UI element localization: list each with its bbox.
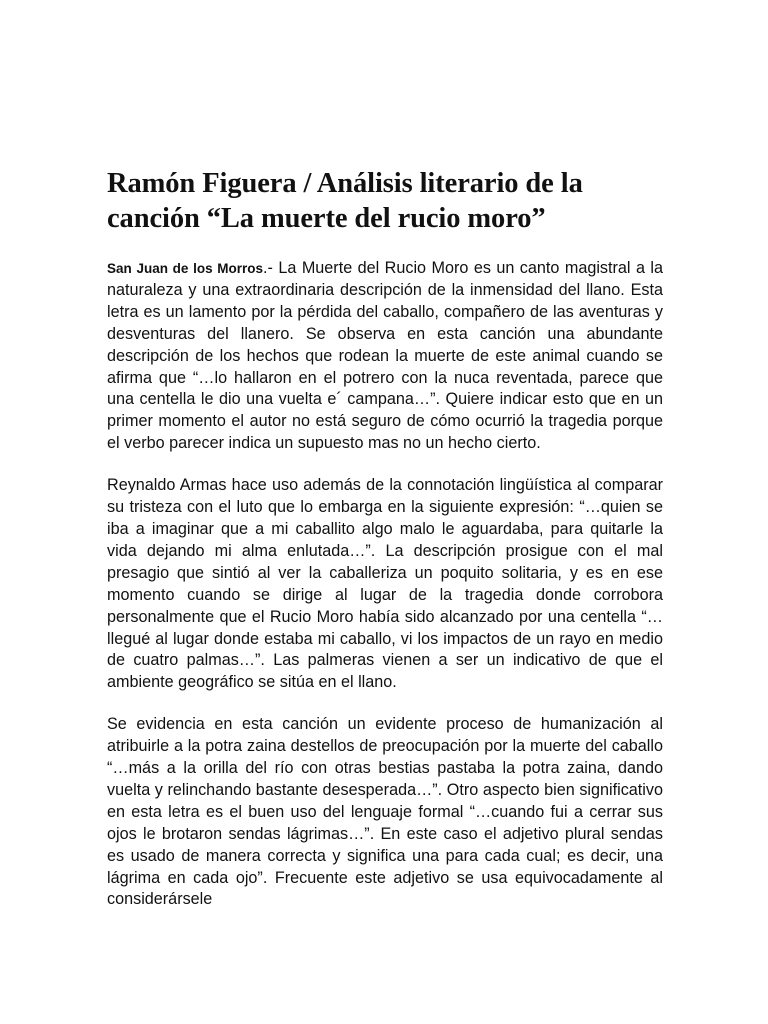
article-dateline: San Juan de los Morros: [107, 261, 264, 276]
article-title: Ramón Figuera / Análisis literario de la canción “La muerte del rucio moro”: [107, 168, 583, 234]
article-paragraph-3: Se evidencia en esta canción un evidente proceso de humanización al atribuirle a la potra zaina destellos de preocupación por la muerte del caballo “…más a la orilla del río con otras bestias pastaba la potra zaina, dando vuelta y relinchando bastante desesperada…”. Otro aspecto bien significativo en esta letra es el buen uso del lenguaje formal “…cuando fui a cerrar sus ojos le brotaron sendas lágrimas…”. En este caso el adjetivo plural sendas es usado de manera correcta y significa una para cada cual; es decir, una lágrima en cada ojo”. Frecuente este adjetivo se usa equivocadamente al considerársele: [107, 715, 663, 909]
article-paragraph-2: Reynaldo Armas hace uso además de la connotación lingüística al comparar su tristeza con el luto que lo embarga en la siguiente expresión: “…quien se iba a imaginar que a mi caballito algo malo le aguardaba, para quitarle la vida dejando mi alma enlutada…”. La descripción prosigue con el mal presagio que sintió al ver la caballeriza un poquito solitaria, y es en ese momento cuando se dirige al lugar de la tragedia donde corrobora personalmente que el Rucio Moro había sido alcanzado por una centella “…llegué al lugar donde estaba mi caballo, vi los impactos de un rayo en medio de cuatro palmas…”. Las palmeras vienen a ser un indicativo de que el ambiente geográfico se sitúa en el llano.: [107, 476, 663, 692]
document-page: [107, 166, 663, 931]
article-paragraph-1: [107, 258, 663, 455]
article-paragraph-1-text: La Muerte del Rucio Moro es un canto magistral a la naturaleza y una extraordinaria descripción de la inmensidad del llano. Esta letra es un lamento por la pérdida del caballo, compañero de las aventuras y desventuras del llanero. Se observa en esta canción una abundante descripción de los hechos que rodean la muerte de este animal cuando se afirma que “…lo hallaron en el potrero con la nuca reventada, parece que una centella le dio una vuelta e´ campana…”. Quiere indicar esto que en un primer momento el autor no está seguro de cómo ocurrió la tragedia porque el verbo parecer indica un supuesto mas no un hecho cierto.: [107, 259, 663, 453]
dateline-separator: .-: [263, 259, 279, 277]
